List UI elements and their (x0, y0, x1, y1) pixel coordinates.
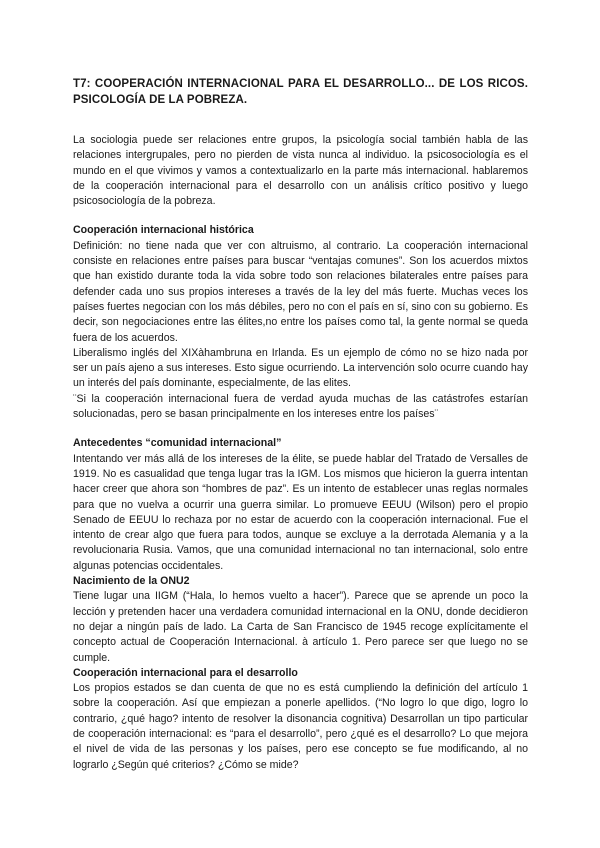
section-paragraph: Definición: no tiene nada que ver con altruismo, al contrario. La cooperación internacional consiste en relaciones entre países para buscar “ventajas comunes”. Son los acuerdos mixtos que han existido durante toda la vida sobre todo son relaciones bilaterales entre países para defender cada uno sus propios intereses a través de la ley del más fuerte. Muchas veces los países fuertes negocian con los más débiles, pero no con el país en sí, sino con su gobierno. Es decir, son negociaciones entre las élites,no entre los países como tal, la gente normal se queda fuera de los acuerdos. (73, 239, 528, 344)
section-cooperacion-desarrollo (73, 666, 528, 773)
section-paragraph: Liberalismo inglés del XIXàhambruna en Irlanda. Es un ejemplo de cómo no se hizo nada por ser un país ajeno a sus intereses. Esto sigue ocurriendo. La intervención solo ocurre cuando hay un interés del país dominante, especialmente, de las elites. (73, 346, 528, 390)
section-quote: ¨Si la cooperación internacional fuera de verdad ayuda muchas de las catástrofes estarían solucionadas, pero se basan principalmente en los intereses entre los países¨ (73, 392, 528, 421)
section-heading: Nacimiento de la ONU2 (73, 575, 190, 588)
section-paragraph: Intentando ver más allá de los intereses de la élite, se puede hablar del Tratado de Versalles de 1919. No es casualidad que tenga lugar tras la IGM. Los mismos que hicieron la guerra intentan hacer creer que ahora son “hombres de paz”. Es un intento de establecer unas reglas normales para que no vuelva a ocurrir una guerra similar. Lo promueve EEUU (Wilson) pero el propio Senado de EEUU lo rechaza por no estar de acuerdo con la cooperación internacional. Fue el intento de crear algo que fuera para todos, aunque se excluye a la derrotada Alemania y a la revolucionaria Rusia. Vamos, que una comunidad internacional no tan internacional, solo entre algunas potencias occidentales. (73, 452, 528, 572)
document-content (73, 76, 528, 773)
intro-paragraph: La sociologia puede ser relaciones entre grupos, la psicología social también habla de las relaciones intergrupales, pero no pierden de vista nunca al individuo. la psicosociología es el mundo en el que vivimos y vamos a contextualizarlo en la parte más internacional. hablaremos de la cooperación internacional para el desarrollo con un análisis crítico positivo y luego psicosociología de la pobreza. (73, 134, 528, 208)
section-heading: Cooperación internacional para el desarrollo (73, 666, 298, 679)
section-antecedentes (73, 436, 528, 574)
section-nacimiento-onu (73, 574, 528, 666)
section-cooperacion-historica (73, 223, 528, 422)
section-heading: Cooperación internacional histórica (73, 224, 254, 237)
section-paragraph: Tiene lugar una IIGM (“Hala, lo hemos vuelto a hacer”). Parece que se aprende un poco la lección y pretenden hacer una verdadera comunidad internacional en la ONU, donde decidieron no dejar a ningún país de lado. La Carta de San Francisco de 1945 recoge explícitamente el concepto actual de Cooperación Internacional. à artículo 1. Pero parece ser que luego no se cumple. (73, 590, 528, 664)
section-paragraph: Los propios estados se dan cuenta de que no es está cumpliendo la definición del artículo 1 sobre la cooperación. Así que empiezan a ponerle apellidos. (“No logro lo que digo, logro lo contrario, ¿qué hago? intento de resolver la disonancia cognitiva) Desarrollan un tipo particular de cooperación internacional: es “para el desarrollo”, pero ¿qué es el desarrollo? Lo que mejora el nivel de vida de las personas y los países, pero ese concepto se fue modificando, al no lograrlo ¿Según qué criterios? ¿Cómo se mide? (73, 682, 528, 771)
section-heading: Antecedentes “comunidad internacional” (73, 437, 282, 450)
document-title: T7: COOPERACIÓN INTERNACIONAL PARA EL DESARROLLO... DE LOS RICOS. PSICOLOGÍA DE LA POBREZA. (73, 78, 528, 106)
